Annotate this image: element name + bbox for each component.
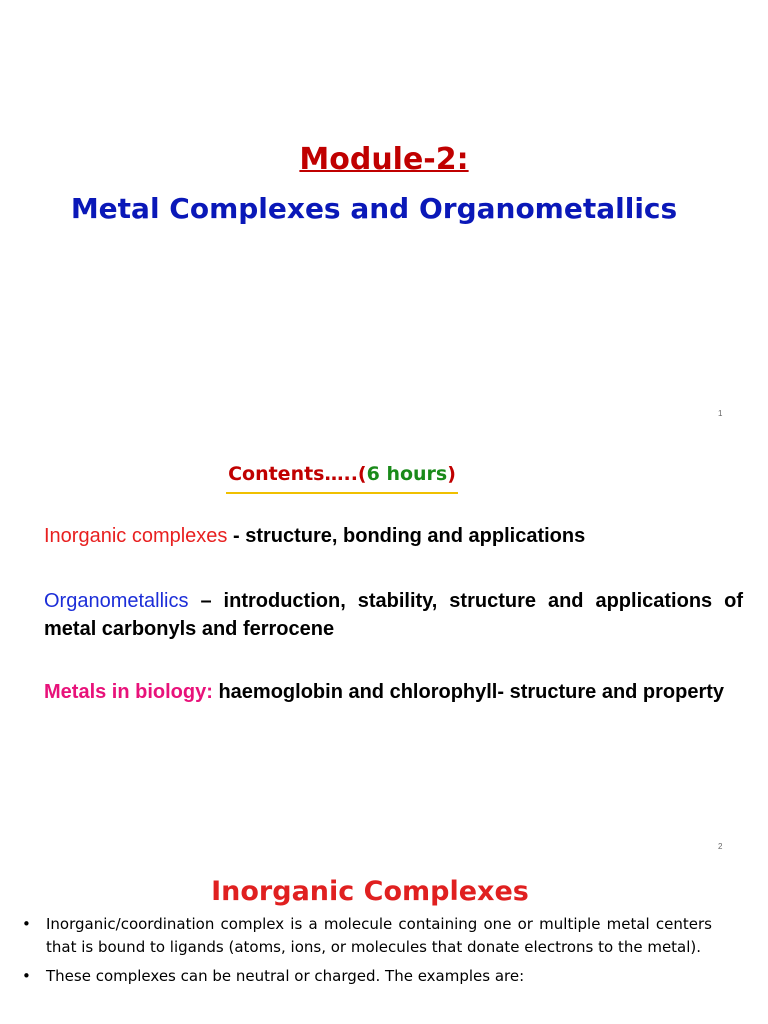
- slide-3: [0, 855, 768, 1024]
- contents-label: Contents…..(: [228, 463, 367, 485]
- bullet-list: [22, 913, 712, 994]
- content-item-label: Metals in biology:: [44, 681, 213, 703]
- page-number: 2: [718, 842, 723, 851]
- contents-underline: [226, 492, 458, 494]
- content-item-text: – introduction, stability, structure and applications of metal carbonyls and ferrocene: [44, 590, 743, 640]
- module-title-text: Module-2:: [299, 142, 469, 177]
- section-title: Inorganic Complexes: [211, 876, 529, 907]
- list-item: [22, 913, 712, 959]
- content-item-label: Inorganic complexes: [44, 525, 228, 547]
- list-item-text: Inorganic/coordination complex is a molecule containing one or multiple metal centers that is bound to ligands (atoms, ions, or molecules that donate electrons to the metal).: [46, 915, 712, 956]
- content-item-text: - structure, bonding and applications: [227, 525, 586, 547]
- list-item-text: These complexes can be neutral or charged. The examples are:: [46, 967, 525, 985]
- slide-2: [0, 430, 768, 855]
- content-item-biology: [44, 678, 743, 706]
- contents-heading: [226, 460, 458, 488]
- page-number: 1: [718, 409, 723, 418]
- content-item-text: haemoglobin and chlorophyll- structure and property: [212, 681, 725, 703]
- module-title: [0, 140, 768, 180]
- bullet-icon: •: [22, 967, 31, 985]
- slide-1: [0, 0, 768, 430]
- list-item: [22, 965, 712, 988]
- module-subtitle: Metal Complexes and Organometallics: [70, 192, 678, 225]
- contents-hours: 6 hours: [366, 463, 448, 485]
- bullet-icon: •: [22, 915, 31, 933]
- contents-close: ): [447, 463, 456, 485]
- content-item-inorganic: [44, 522, 743, 550]
- content-item-label: Organometallics: [44, 590, 189, 612]
- content-item-organometallics: [44, 587, 743, 643]
